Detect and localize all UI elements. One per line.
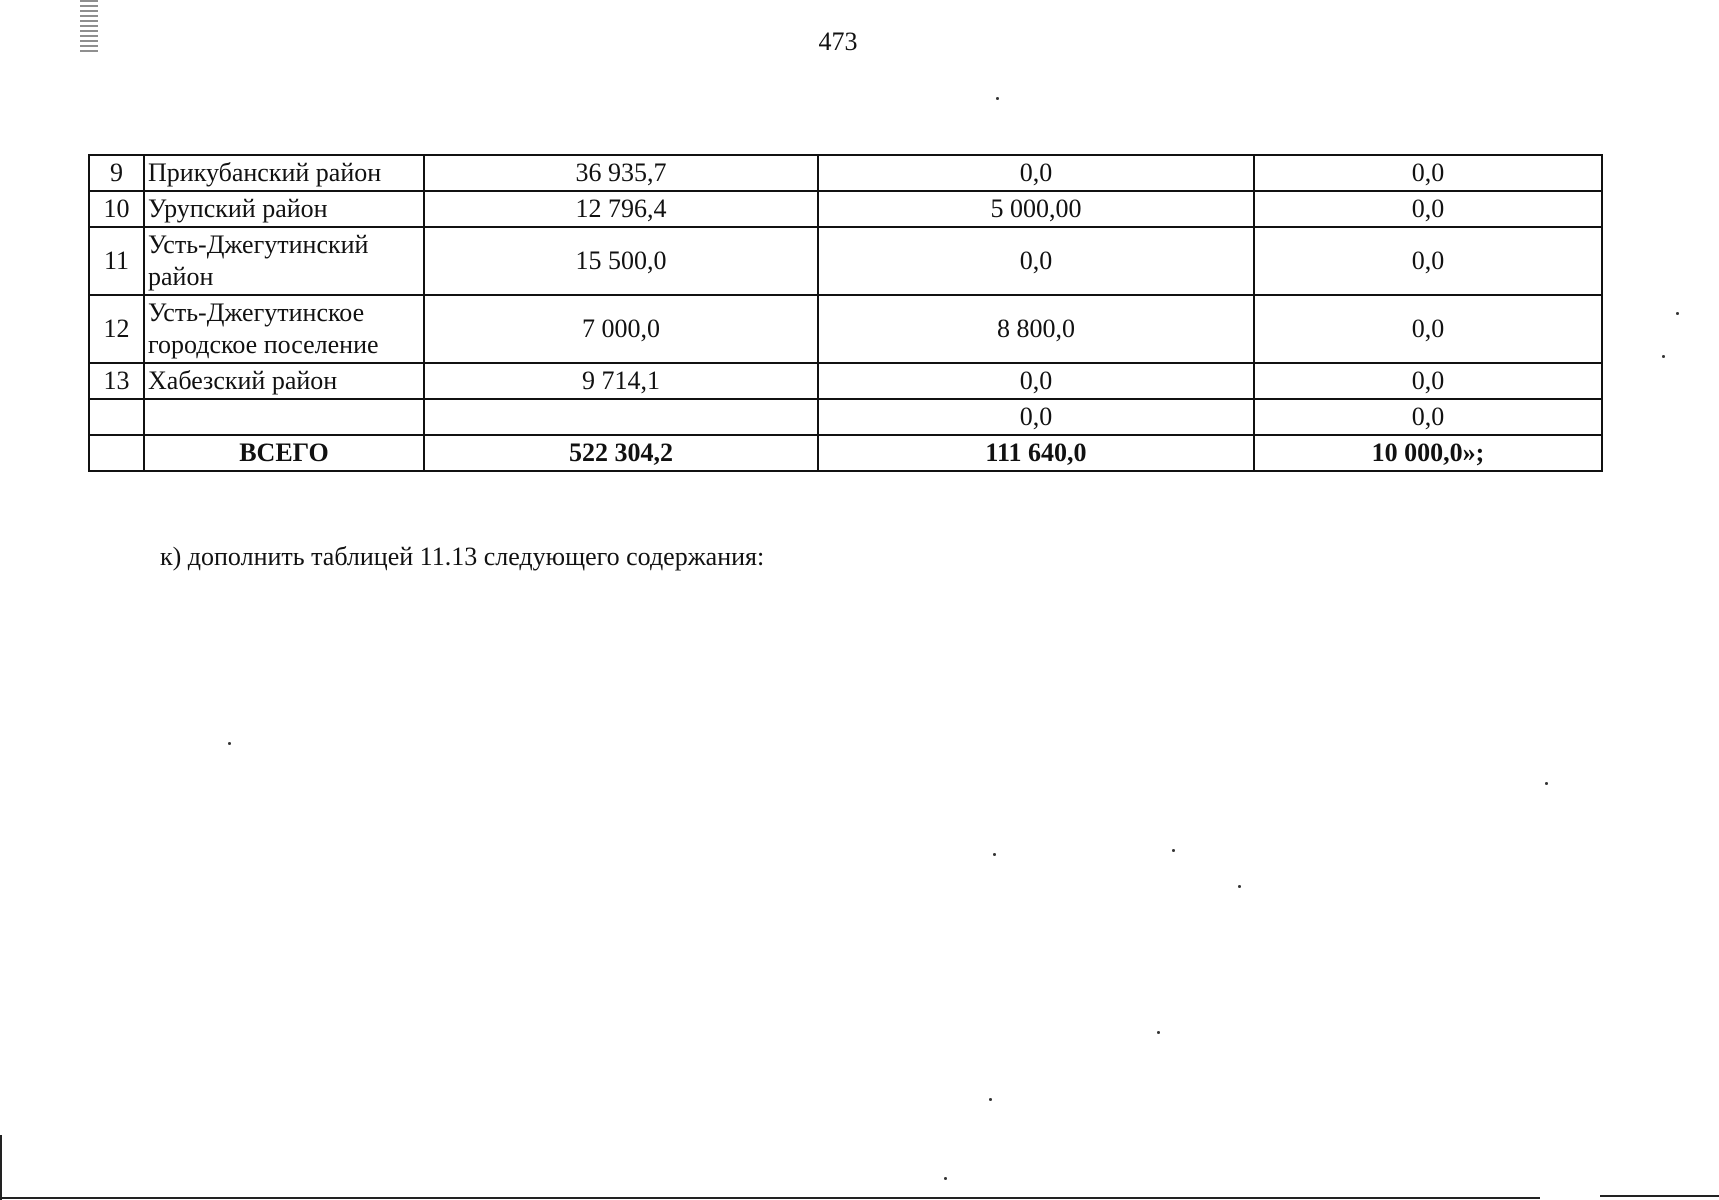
value-col-3: 0,0 (1254, 363, 1602, 399)
value-col-1: 7 000,0 (424, 295, 818, 363)
value-col-3: 0,0 (1254, 155, 1602, 191)
district-name: Урупский район (144, 191, 424, 227)
data-table (88, 154, 1603, 472)
value-col-2: 5 000,00 (818, 191, 1254, 227)
scan-speck (1676, 312, 1679, 315)
value-col-2: 0,0 (818, 155, 1254, 191)
scan-speck (1157, 1031, 1160, 1034)
scan-speck (989, 1098, 992, 1101)
table-row (89, 227, 1602, 295)
value-col-1: 12 796,4 (424, 191, 818, 227)
district-name: Усть-Джегутинский район (144, 227, 424, 295)
scan-speck (1662, 355, 1665, 358)
district-name: Усть-Джегутинское городское поселение (144, 295, 424, 363)
row-number: 13 (89, 363, 144, 399)
table-row (89, 363, 1602, 399)
scan-speck (1545, 782, 1548, 785)
table-row (89, 295, 1602, 363)
total-value-col-1: 522 304,2 (424, 435, 818, 471)
row-number: 12 (89, 295, 144, 363)
row-number (89, 399, 144, 435)
scan-speck (944, 1177, 947, 1180)
table-row (89, 191, 1602, 227)
scan-border-left (0, 1135, 2, 1200)
district-name: Прикубанский район (144, 155, 424, 191)
value-col-3: 0,0 (1254, 399, 1602, 435)
scan-speck (993, 853, 996, 856)
total-row (89, 435, 1602, 471)
row-number: 10 (89, 191, 144, 227)
value-col-1: 15 500,0 (424, 227, 818, 295)
total-empty-cell (89, 435, 144, 471)
value-col-2: 0,0 (818, 399, 1254, 435)
value-col-1: 36 935,7 (424, 155, 818, 191)
scan-speck (1172, 849, 1175, 852)
value-col-2: 8 800,0 (818, 295, 1254, 363)
table-row (89, 399, 1602, 435)
row-number: 11 (89, 227, 144, 295)
district-name (144, 399, 424, 435)
value-col-3: 0,0 (1254, 227, 1602, 295)
total-value-col-3: 10 000,0»; (1254, 435, 1602, 471)
table-row (89, 155, 1602, 191)
value-col-3: 0,0 (1254, 191, 1602, 227)
value-col-3: 0,0 (1254, 295, 1602, 363)
scan-speck (996, 97, 999, 100)
value-col-2: 0,0 (818, 363, 1254, 399)
total-label: ВСЕГО (144, 435, 424, 471)
scan-speck (1238, 885, 1241, 888)
district-name: Хабезский район (144, 363, 424, 399)
value-col-2: 0,0 (818, 227, 1254, 295)
row-number: 9 (89, 155, 144, 191)
page-number: 473 (818, 27, 858, 56)
scan-border-bottom-right (1600, 1195, 1719, 1197)
value-col-1 (424, 399, 818, 435)
scan-border-bottom (0, 1197, 1540, 1199)
scan-speck (228, 742, 231, 745)
total-value-col-2: 111 640,0 (818, 435, 1254, 471)
value-col-1: 9 714,1 (424, 363, 818, 399)
amendment-paragraph: к) дополнить таблицей 11.13 следующего содержания: (160, 542, 765, 571)
